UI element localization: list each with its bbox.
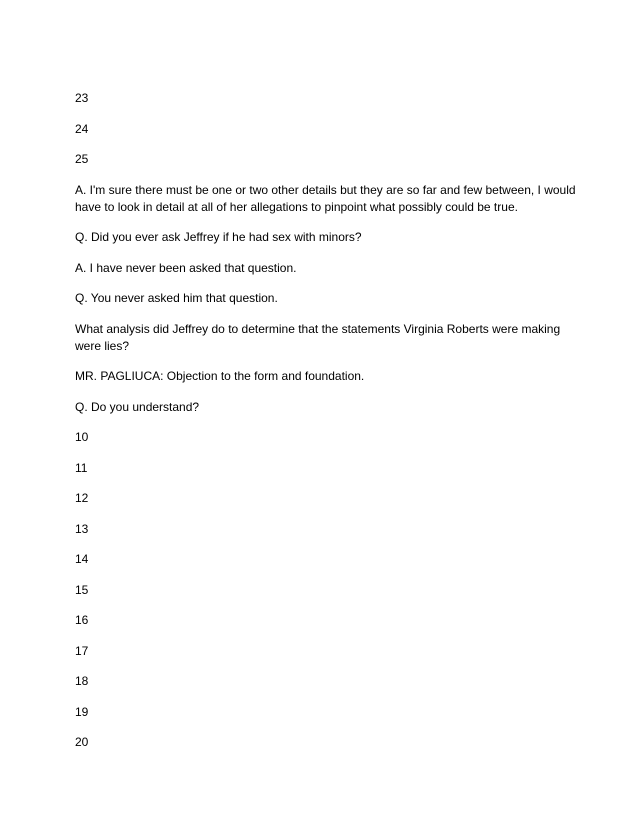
question-text-line-1: What analysis did Jeffrey do to determine that the statements Virginia Roberts were making: [75, 322, 561, 336]
line-number-23: 23: [75, 91, 89, 105]
answer-text-line-1: A. I'm sure there must be one or two other details but they are so far and few between, I would: [75, 183, 576, 197]
line-number-16: 16: [75, 613, 89, 627]
line-number-19: 19: [75, 705, 89, 719]
question-text: Q. Do you understand?: [75, 400, 200, 414]
line-number-12: 12: [75, 491, 89, 505]
answer-text-line-2: have to look in detail at all of her allegations to pinpoint what possibly could be true.: [75, 200, 518, 214]
question-text: Q. Did you ever ask Jeffrey if he had sex with minors?: [75, 230, 362, 244]
line-number-18: 18: [75, 674, 89, 688]
line-number-17: 17: [75, 644, 89, 658]
line-number-14: 14: [75, 552, 89, 566]
answer-text: A. I have never been asked that question.: [75, 261, 297, 275]
line-number-10: 10: [75, 430, 89, 444]
line-number-11: 11: [75, 461, 88, 475]
line-number-13: 13: [75, 522, 89, 536]
question-text: Q. You never asked him that question.: [75, 291, 278, 305]
question-text-line-2: were lies?: [75, 339, 130, 353]
objection-text: MR. PAGLIUCA: Objection to the form and foundation.: [75, 369, 365, 383]
line-number-25: 25: [75, 152, 89, 166]
line-number-24: 24: [75, 122, 89, 136]
line-number-20: 20: [75, 735, 89, 749]
line-number-15: 15: [75, 583, 89, 597]
